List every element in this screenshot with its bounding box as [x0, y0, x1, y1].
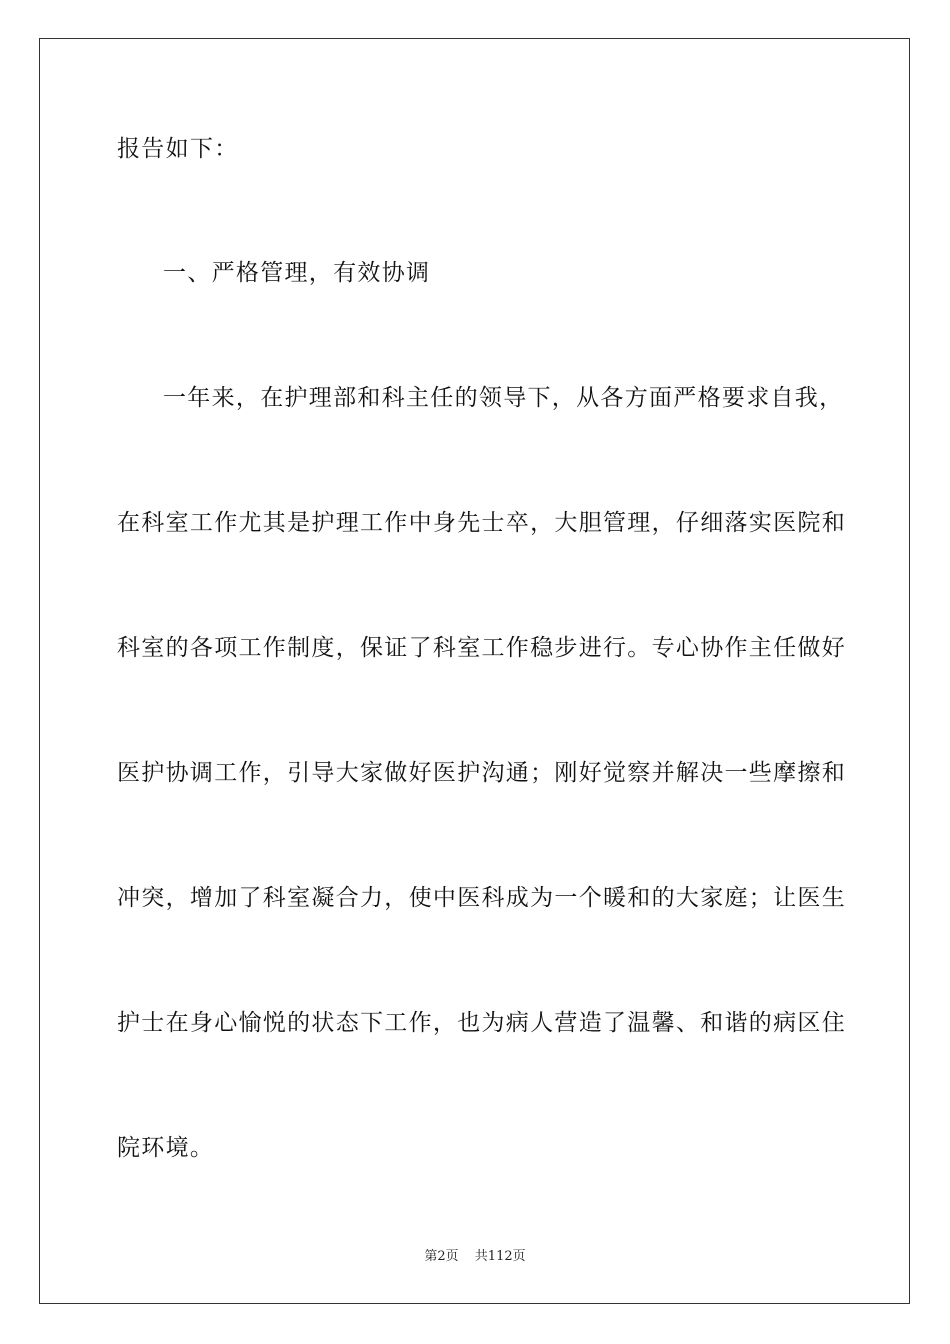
text-line-1: 报告如下： [117, 136, 239, 162]
text-line-9: 院环境。 [117, 1135, 215, 1161]
text-line-5: 科室的各项工作制度，保证了科室工作稳步进行。专心协作主任做好 [117, 635, 846, 661]
section-heading: 一、严格管理，有效协调 [163, 260, 431, 286]
text-line-6: 医护协调工作，引导大家做好医护沟通；刚好觉察并解决一些摩擦和 [117, 760, 846, 786]
text-line-7: 冲突，增加了科室凝合力，使中医科成为一个暖和的大家庭；让医生 [117, 885, 846, 911]
page-border [39, 38, 910, 1304]
text-line-8: 护士在身心愉悦的状态下工作，也为病人营造了温馨、和谐的病区住 [117, 1010, 846, 1036]
page-total: 共112页 [474, 1249, 526, 1264]
text-line-4: 在科室工作尤其是护理工作中身先士卒，大胆管理，仔细落实医院和 [117, 510, 846, 536]
text-line-3: 一年来，在护理部和科主任的领导下，从各方面严格要求自我， [163, 385, 844, 411]
page-footer [0, 1245, 950, 1264]
page-number: 第2页 [424, 1249, 459, 1264]
